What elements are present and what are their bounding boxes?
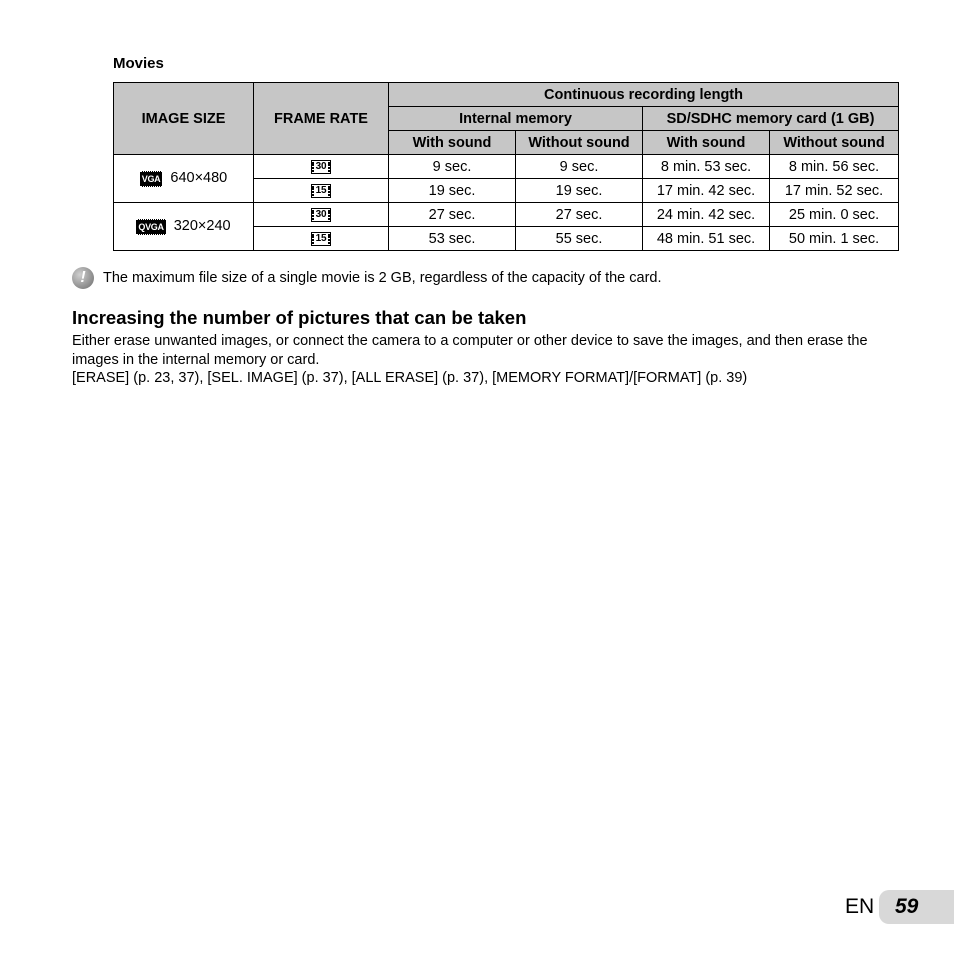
header-card-with-sound: With sound	[643, 131, 770, 155]
header-card-without-sound: Without sound	[770, 131, 899, 155]
caution-note	[72, 267, 662, 289]
image-size-value: 320×240	[173, 218, 231, 235]
cell-value: 19 sec.	[516, 179, 643, 203]
section-heading: Increasing the number of pictures that can be taken	[72, 307, 527, 328]
page-references: [ERASE] (p. 23, 37), [SEL. IMAGE] (p. 37), [ALL ERASE] (p. 37), [MEMORY FORMAT]/[FORMAT] (p. 39)	[72, 370, 748, 386]
cell-value: 9 sec.	[389, 155, 516, 179]
cell-value: 53 sec.	[389, 227, 516, 251]
table-row	[114, 203, 899, 227]
cell-value: 17 min. 52 sec.	[770, 179, 899, 203]
page-number: 59	[895, 895, 919, 918]
header-image-size: IMAGE SIZE	[114, 83, 254, 155]
vga-icon: VGA	[140, 171, 163, 187]
cell-value: 17 min. 42 sec.	[643, 179, 770, 203]
movie-recording-table	[113, 82, 899, 251]
frame-rate-15-icon: 15	[311, 184, 332, 198]
table-row	[114, 155, 899, 179]
frame-rate-30-icon: 30	[311, 160, 332, 174]
image-size-value: 640×480	[170, 170, 228, 187]
header-frame-rate: FRAME RATE	[254, 83, 389, 155]
image-size-cell	[114, 155, 254, 203]
cell-value: 8 min. 53 sec.	[643, 155, 770, 179]
cell-value: 19 sec.	[389, 179, 516, 203]
cell-value: 50 min. 1 sec.	[770, 227, 899, 251]
frame-rate-15-icon: 15	[311, 232, 332, 246]
frame-rate-cell	[254, 179, 389, 203]
qvga-icon: QVGA	[136, 219, 165, 235]
cell-value: 27 sec.	[516, 203, 643, 227]
caution-icon: !	[72, 267, 94, 289]
frame-rate-cell	[254, 203, 389, 227]
header-internal-with-sound: With sound	[389, 131, 516, 155]
frame-rate-30-icon: 30	[311, 208, 332, 222]
caution-note-text: The maximum file size of a single movie is 2 GB, regardless of the capacity of the card.	[103, 270, 662, 286]
cell-value: 25 min. 0 sec.	[770, 203, 899, 227]
image-size-cell	[114, 203, 254, 251]
cell-value: 24 min. 42 sec.	[643, 203, 770, 227]
cell-value: 27 sec.	[389, 203, 516, 227]
header-internal-memory: Internal memory	[389, 107, 643, 131]
header-recording-length: Continuous recording length	[389, 83, 899, 107]
header-internal-without-sound: Without sound	[516, 131, 643, 155]
section-title: Movies	[113, 55, 164, 72]
cell-value: 55 sec.	[516, 227, 643, 251]
frame-rate-cell	[254, 155, 389, 179]
cell-value: 48 min. 51 sec.	[643, 227, 770, 251]
frame-rate-cell	[254, 227, 389, 251]
paragraph: Either erase unwanted images, or connect the camera to a computer or other device to save the images, and then erase the images in the internal memory or card.	[72, 333, 868, 368]
language-label: EN	[845, 895, 875, 918]
header-memory-card: SD/SDHC memory card (1 GB)	[643, 107, 899, 131]
cell-value: 9 sec.	[516, 155, 643, 179]
cell-value: 8 min. 56 sec.	[770, 155, 899, 179]
